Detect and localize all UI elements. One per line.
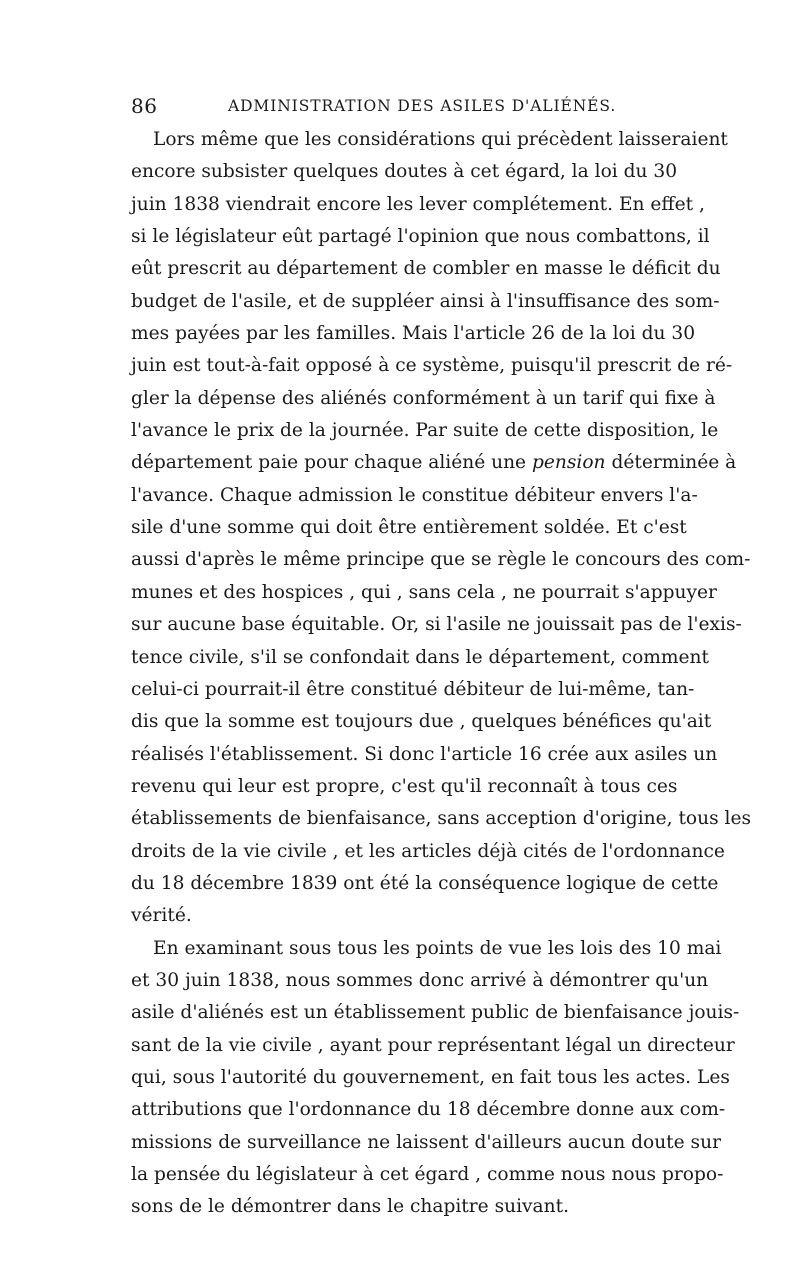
text-line: l'avance. Chaque admission le constitue débiteur envers l'a-	[131, 484, 698, 506]
text-line: budget de l'asile, et de suppléer ainsi à l'insuffisance des som-	[131, 290, 720, 312]
paragraph	[131, 124, 752, 933]
text-line: Lors même que les considérations qui précèdent laisseraient	[153, 129, 728, 150]
text-line: dis que la somme est toujours due , quelques bénéfices qu'ait	[131, 711, 712, 733]
text-line: En examinant sous tous les points de vue les lois des 10 mai	[153, 937, 722, 959]
text-line: revenu qui leur est propre, c'est qu'il reconnaît à tous ces	[131, 775, 678, 797]
text-line: mes payées par les familles. Mais l'article 26 de la loi du 30	[131, 323, 696, 345]
text-line: munes et des hospices , qui , sans cela , ne pourrait s'appuyer	[131, 581, 717, 603]
text-line: la pensée du législateur à cet égard , comme nous nous propo-	[131, 1164, 724, 1185]
text-line: sile d'une somme qui doit être entièrement soldée. Et c'est	[131, 517, 687, 539]
running-head	[131, 92, 671, 120]
text-fragment: département paie pour chaque aliéné une	[131, 452, 532, 474]
running-title: ADMINISTRATION DES ASILES D'ALIÉNÉS.	[228, 97, 617, 115]
text-line: sur aucune base équitable. Or, si l'asile ne jouissait pas de l'exis-	[131, 614, 742, 636]
text-line: juin 1838 viendrait encore les lever complétement. En effet ,	[131, 193, 705, 215]
text-line: établissements de bienfaisance, sans acception d'origine, tous les	[131, 808, 752, 830]
text-line: attributions que l'ordonnance du 18 décembre donne aux com-	[131, 1099, 726, 1121]
text-line: tence civile, s'il se confondait dans le département, comment	[131, 646, 709, 668]
text-line: sons de le démontrer dans le chapitre suivant.	[131, 1196, 569, 1218]
text-line: sant de la vie civile , ayant pour représentant légal un directeur	[131, 1034, 735, 1056]
text-line: celui-ci pourrait-il être constitué débiteur de lui-même, tan-	[131, 678, 695, 700]
body-text	[131, 124, 752, 1224]
text-line: réalisés l'établissement. Si donc l'article 16 crée aux asiles un	[131, 743, 718, 765]
italic-term: pension	[531, 452, 606, 474]
text-line: asile d'aliénés est un établissement public de bienfaisance jouis-	[131, 1002, 740, 1024]
text-fragment: déterminée à	[605, 452, 737, 474]
text-line: qui, sous l'autorité du gouvernement, en fait tous les actes. Les	[131, 1066, 730, 1088]
text-line: aussi d'après le même principe que se règle le concours des com-	[131, 549, 751, 571]
text-line	[131, 447, 737, 479]
text-line: vérité.	[131, 905, 192, 927]
text-line: juin est tout-à-fait opposé à ce système, puisqu'il prescrit de ré-	[131, 355, 733, 377]
text-line: et 30 juin 1838, nous sommes donc arrivé à démontrer qu'un	[131, 969, 709, 991]
text-line: eût prescrit au département de combler en masse le déficit du	[131, 258, 721, 280]
text-line: si le législateur eût partagé l'opinion que nous combattons, il	[131, 226, 710, 248]
text-line: droits de la vie civile , et les articles déjà cités de l'ordonnance	[131, 840, 725, 862]
text-line: l'avance le prix de la journée. Par suite de cette disposition, le	[131, 420, 719, 442]
text-line: gler la dépense des aliénés conformément à un tarif qui fixe à	[131, 387, 716, 409]
text-line: encore subsister quelques doutes à cet égard, la loi du 30	[131, 161, 678, 183]
text-line: du 18 décembre 1839 ont été la conséquence logique de cette	[131, 872, 719, 894]
text-line: missions de surveillance ne laissent d'ailleurs aucun doute sur	[131, 1131, 721, 1153]
paragraph	[131, 933, 740, 1224]
page-number: 86	[131, 94, 158, 118]
